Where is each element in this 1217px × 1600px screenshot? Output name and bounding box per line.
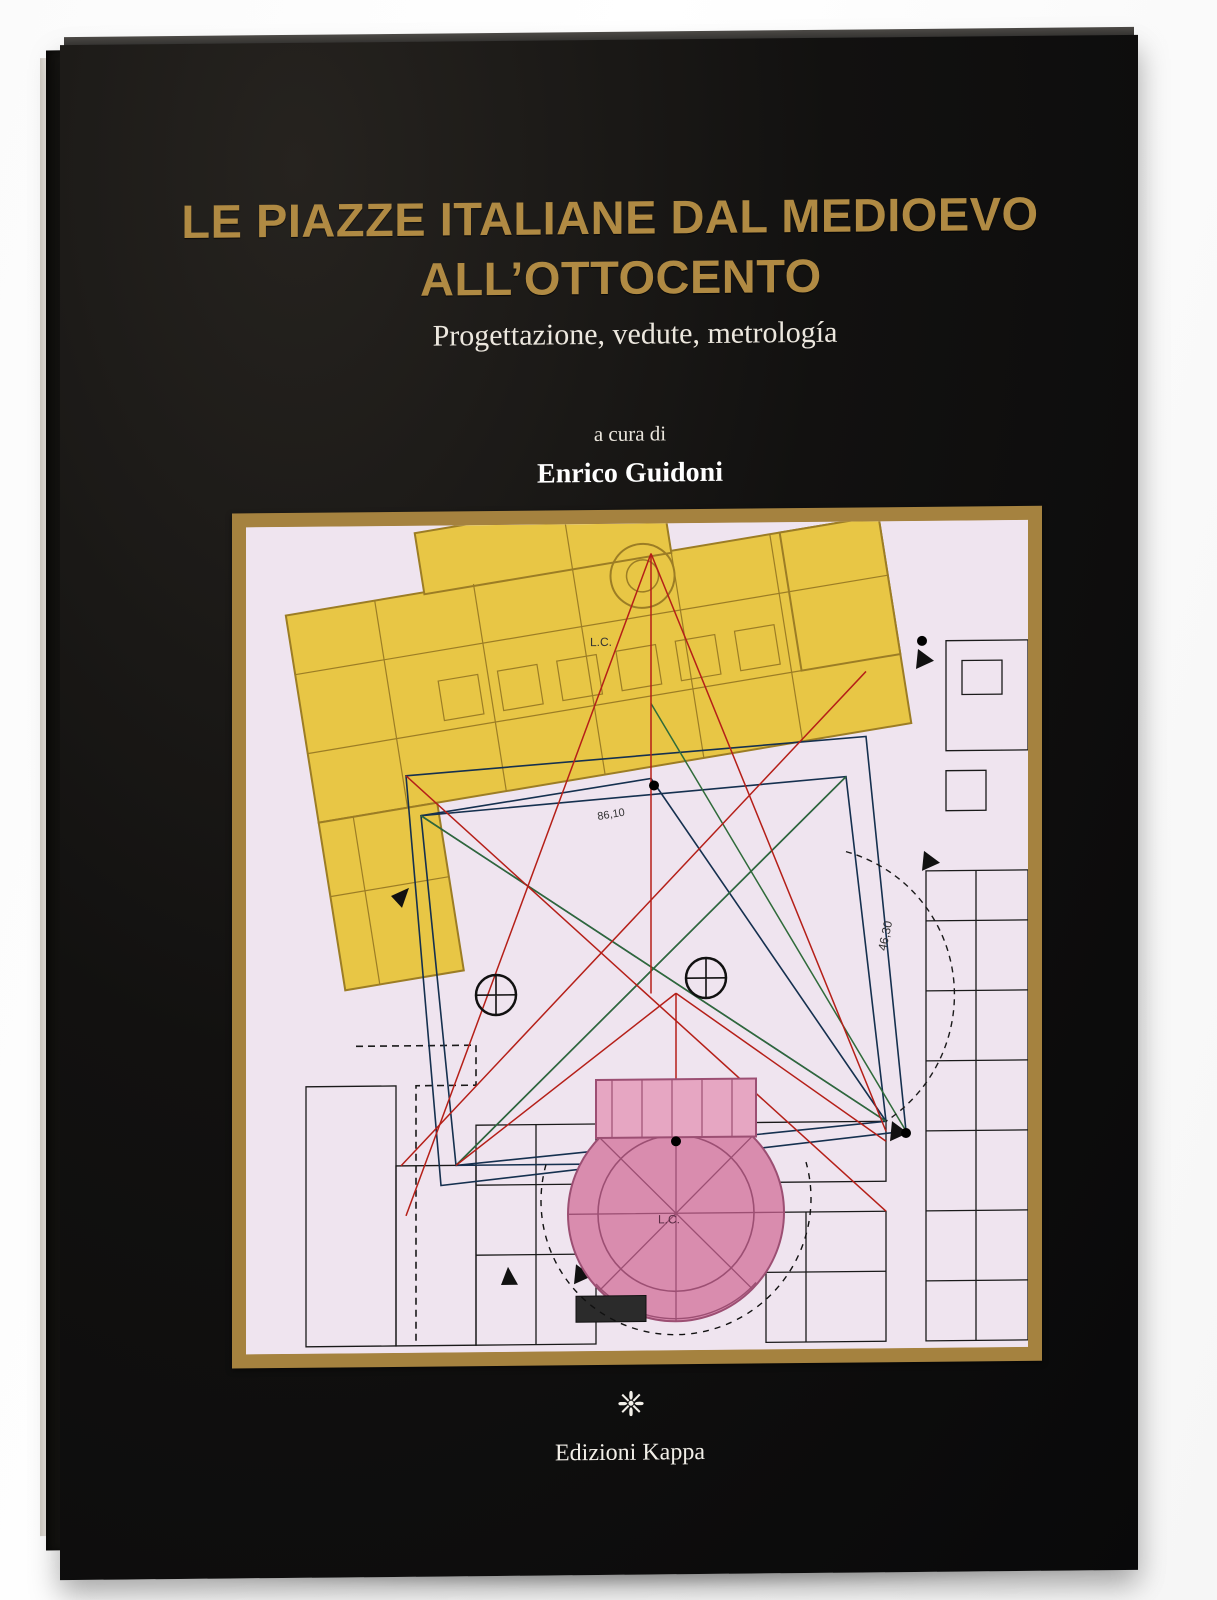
cover-title-line-1: LE PIAZZE ITALIANE DAL MEDIOEVO: [181, 186, 1039, 249]
cover-illustration: [246, 520, 1028, 1355]
cover-illustration-frame: [232, 506, 1042, 1369]
cover-curator-label: a cura di: [593, 421, 667, 447]
rotunda: [568, 1078, 784, 1322]
cover-content: [60, 35, 1138, 1580]
publisher-name: Edizioni Kappa: [555, 1438, 705, 1467]
label-lc-bottom: L.C.: [658, 1212, 681, 1227]
cover-curator-name: Enrico Guidoni: [537, 456, 723, 490]
cover-title-line-2: ALL’OTTOCENTO: [420, 248, 822, 306]
book-object: [40, 18, 1145, 1584]
label-4630: 46,30: [875, 919, 896, 952]
label-8610: 86,10: [596, 806, 626, 823]
label-lc-top: L.C.: [590, 634, 613, 650]
piazza-plan-svg: [246, 520, 1028, 1355]
cover-subtitle: Progettazione, vedute, metrología: [432, 315, 838, 353]
publisher-logo-mark: ❈: [616, 1385, 644, 1424]
